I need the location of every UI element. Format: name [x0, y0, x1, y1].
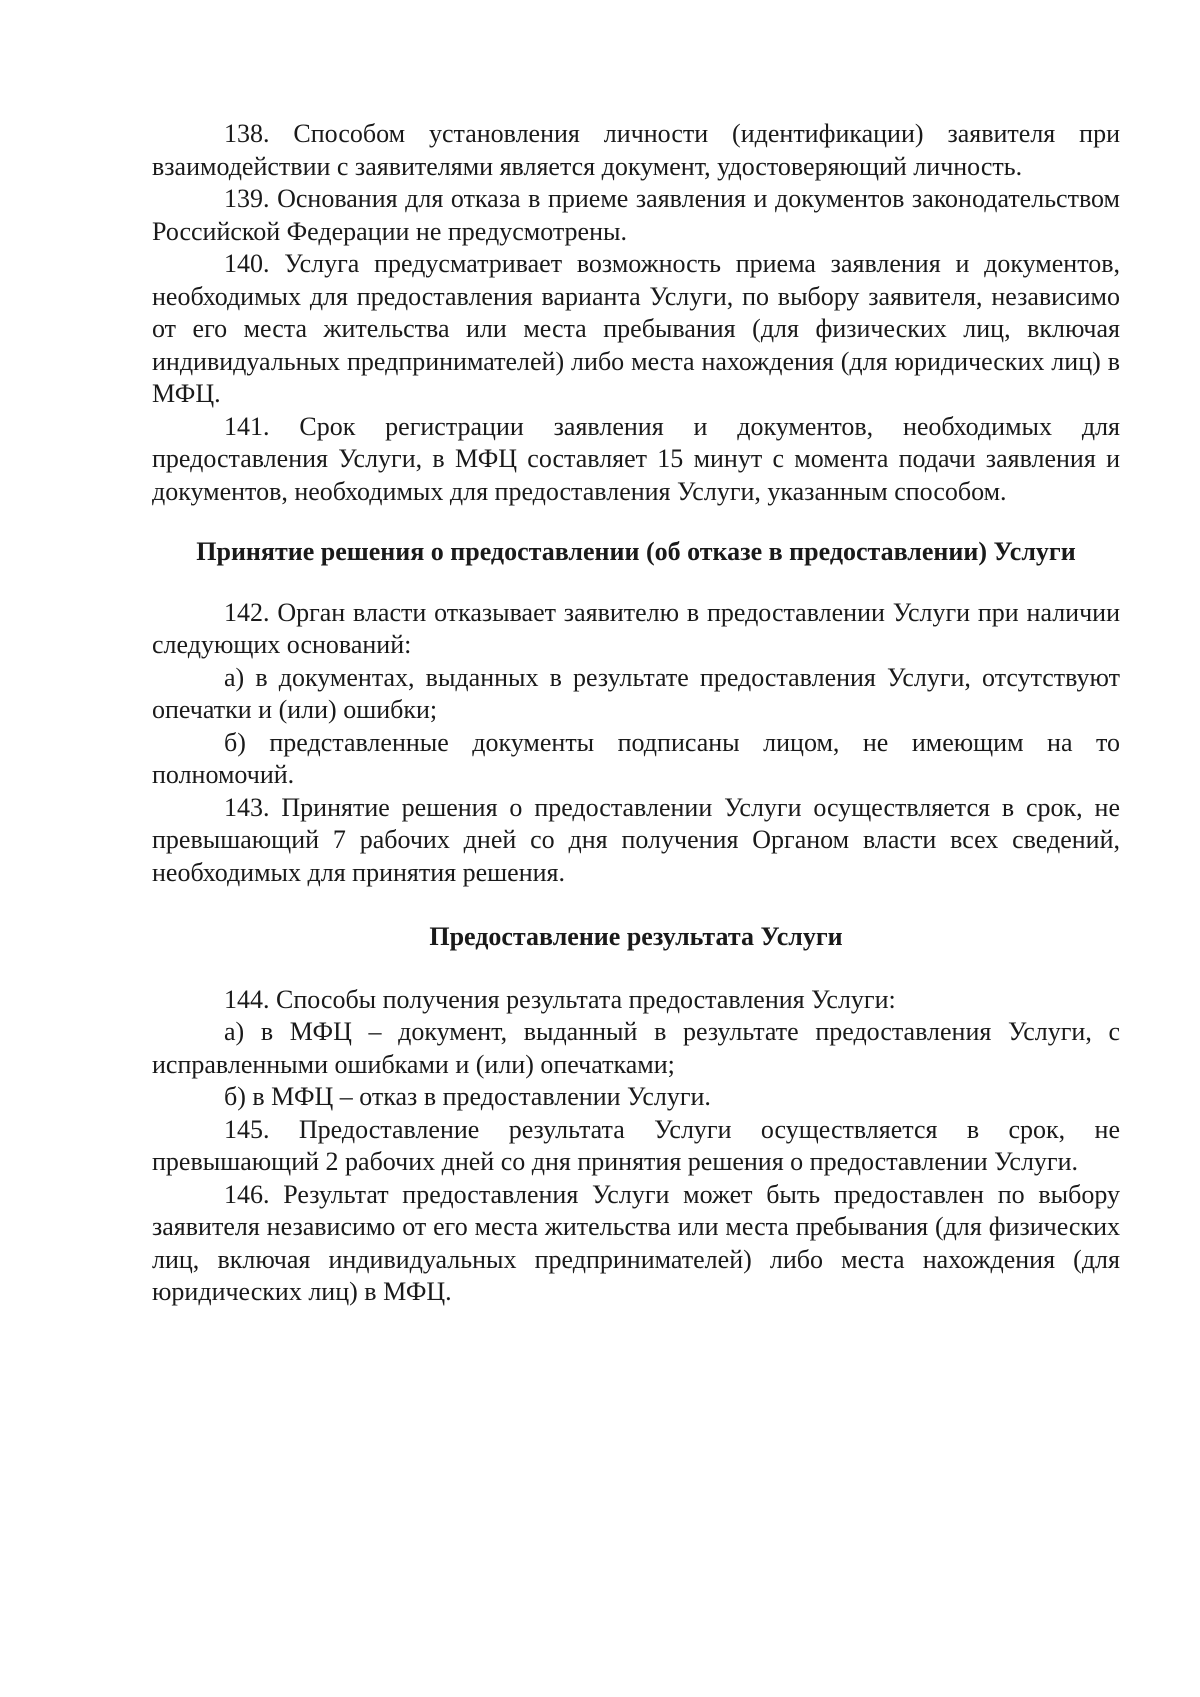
paragraph-142: [152, 597, 1120, 662]
paragraph-146: [152, 1179, 1120, 1309]
paragraph-number: 143.: [224, 792, 270, 822]
paragraph-144: [152, 984, 1120, 1017]
paragraph-text: Основания для отказа в приеме заявления и документов законодательством Российской Федерации не предусмотрены.: [152, 184, 1121, 246]
subparagraph-a: [152, 662, 1120, 727]
paragraph-number: а): [224, 1017, 245, 1046]
section-heading-result: Предоставление результата Услуги: [429, 922, 843, 951]
paragraph-140: [152, 248, 1120, 411]
paragraph-number: 142.: [224, 597, 270, 627]
paragraph-number: 139.: [224, 184, 270, 213]
subparagraph-b: [152, 727, 1120, 792]
paragraph-number: 144.: [224, 984, 270, 1014]
document-body: [152, 118, 1120, 1309]
paragraph-text: Принятие решения о предоставлении Услуги осуществляется в срок, не превышающий 7 рабочих дней со дня получения Органом власти всех сведений, необходимых для принятия решения.: [152, 792, 1121, 887]
paragraph-text: Срок регистрации заявления и документов, необходимых для предоставления Услуги, в МФЦ составляет 15 минут с момента подачи заявления и документов, необходимых для предоставления Услуги, указанным способом.: [152, 411, 1121, 506]
paragraph-text: Орган власти отказывает заявителю в предоставлении Услуги при наличии следующих оснований:: [152, 597, 1120, 659]
paragraph-text: Способом установления личности (идентификации) заявителя при взаимодействии с заявителями является документ, удостоверяющий личность.: [152, 119, 1120, 181]
paragraph-text: Способы получения результата предоставления Услуги:: [276, 984, 896, 1014]
paragraph-141: [152, 411, 1120, 509]
paragraph-text: Предоставление результата Услуги осуществляется в срок, не превышающий 2 рабочих дней со дня принятия решения о предоставлении Услуги.: [152, 1114, 1121, 1176]
paragraph-number: 146.: [224, 1179, 270, 1209]
paragraph-number: б): [224, 727, 246, 757]
paragraph-number: 145.: [224, 1114, 270, 1144]
paragraph-143: [152, 792, 1120, 890]
paragraph-number: 138.: [224, 119, 270, 148]
paragraph-number: б): [224, 1082, 246, 1111]
paragraph-text: в документах, выданных в результате предоставления Услуги, отсутствуют опечатки и (или) ошибки;: [152, 662, 1120, 724]
paragraph-139: [152, 183, 1120, 248]
paragraph-text: Результат предоставления Услуги может быть предоставлен по выбору заявителя независимо от его места жительства или места пребывания (для физических лиц, включая индивидуальных предпринимателей) либо места нахождения (для юридических лиц) в МФЦ.: [152, 1179, 1120, 1306]
paragraph-number: а): [224, 662, 245, 692]
paragraph-text: Услуга предусматривает возможность приема заявления и документов, необходимых для предоставления варианта Услуги, по выбору заявителя, независимо от его места жительства или места пребывания (для физических лиц, включая индивидуальных предпринимателей) либо места нахождения (для юридических лиц) в МФЦ.: [152, 249, 1120, 408]
subparagraph-b: [152, 1081, 1120, 1114]
paragraph-138: [152, 118, 1120, 183]
paragraph-number: 140.: [224, 249, 270, 278]
subparagraph-a: [152, 1016, 1120, 1081]
section-heading-decision: Принятие решения о предоставлении (об отказе в предоставлении) Услуги: [196, 537, 1076, 566]
paragraph-text: в МФЦ – документ, выданный в результате предоставления Услуги, с исправленными ошибками и (или) опечатками;: [152, 1017, 1121, 1079]
paragraph-text: представленные документы подписаны лицом, не имеющим на то полномочий.: [152, 727, 1121, 789]
paragraph-145: [152, 1114, 1120, 1179]
paragraph-number: 141.: [224, 411, 270, 441]
paragraph-text: в МФЦ – отказ в предоставлении Услуги.: [252, 1082, 711, 1111]
